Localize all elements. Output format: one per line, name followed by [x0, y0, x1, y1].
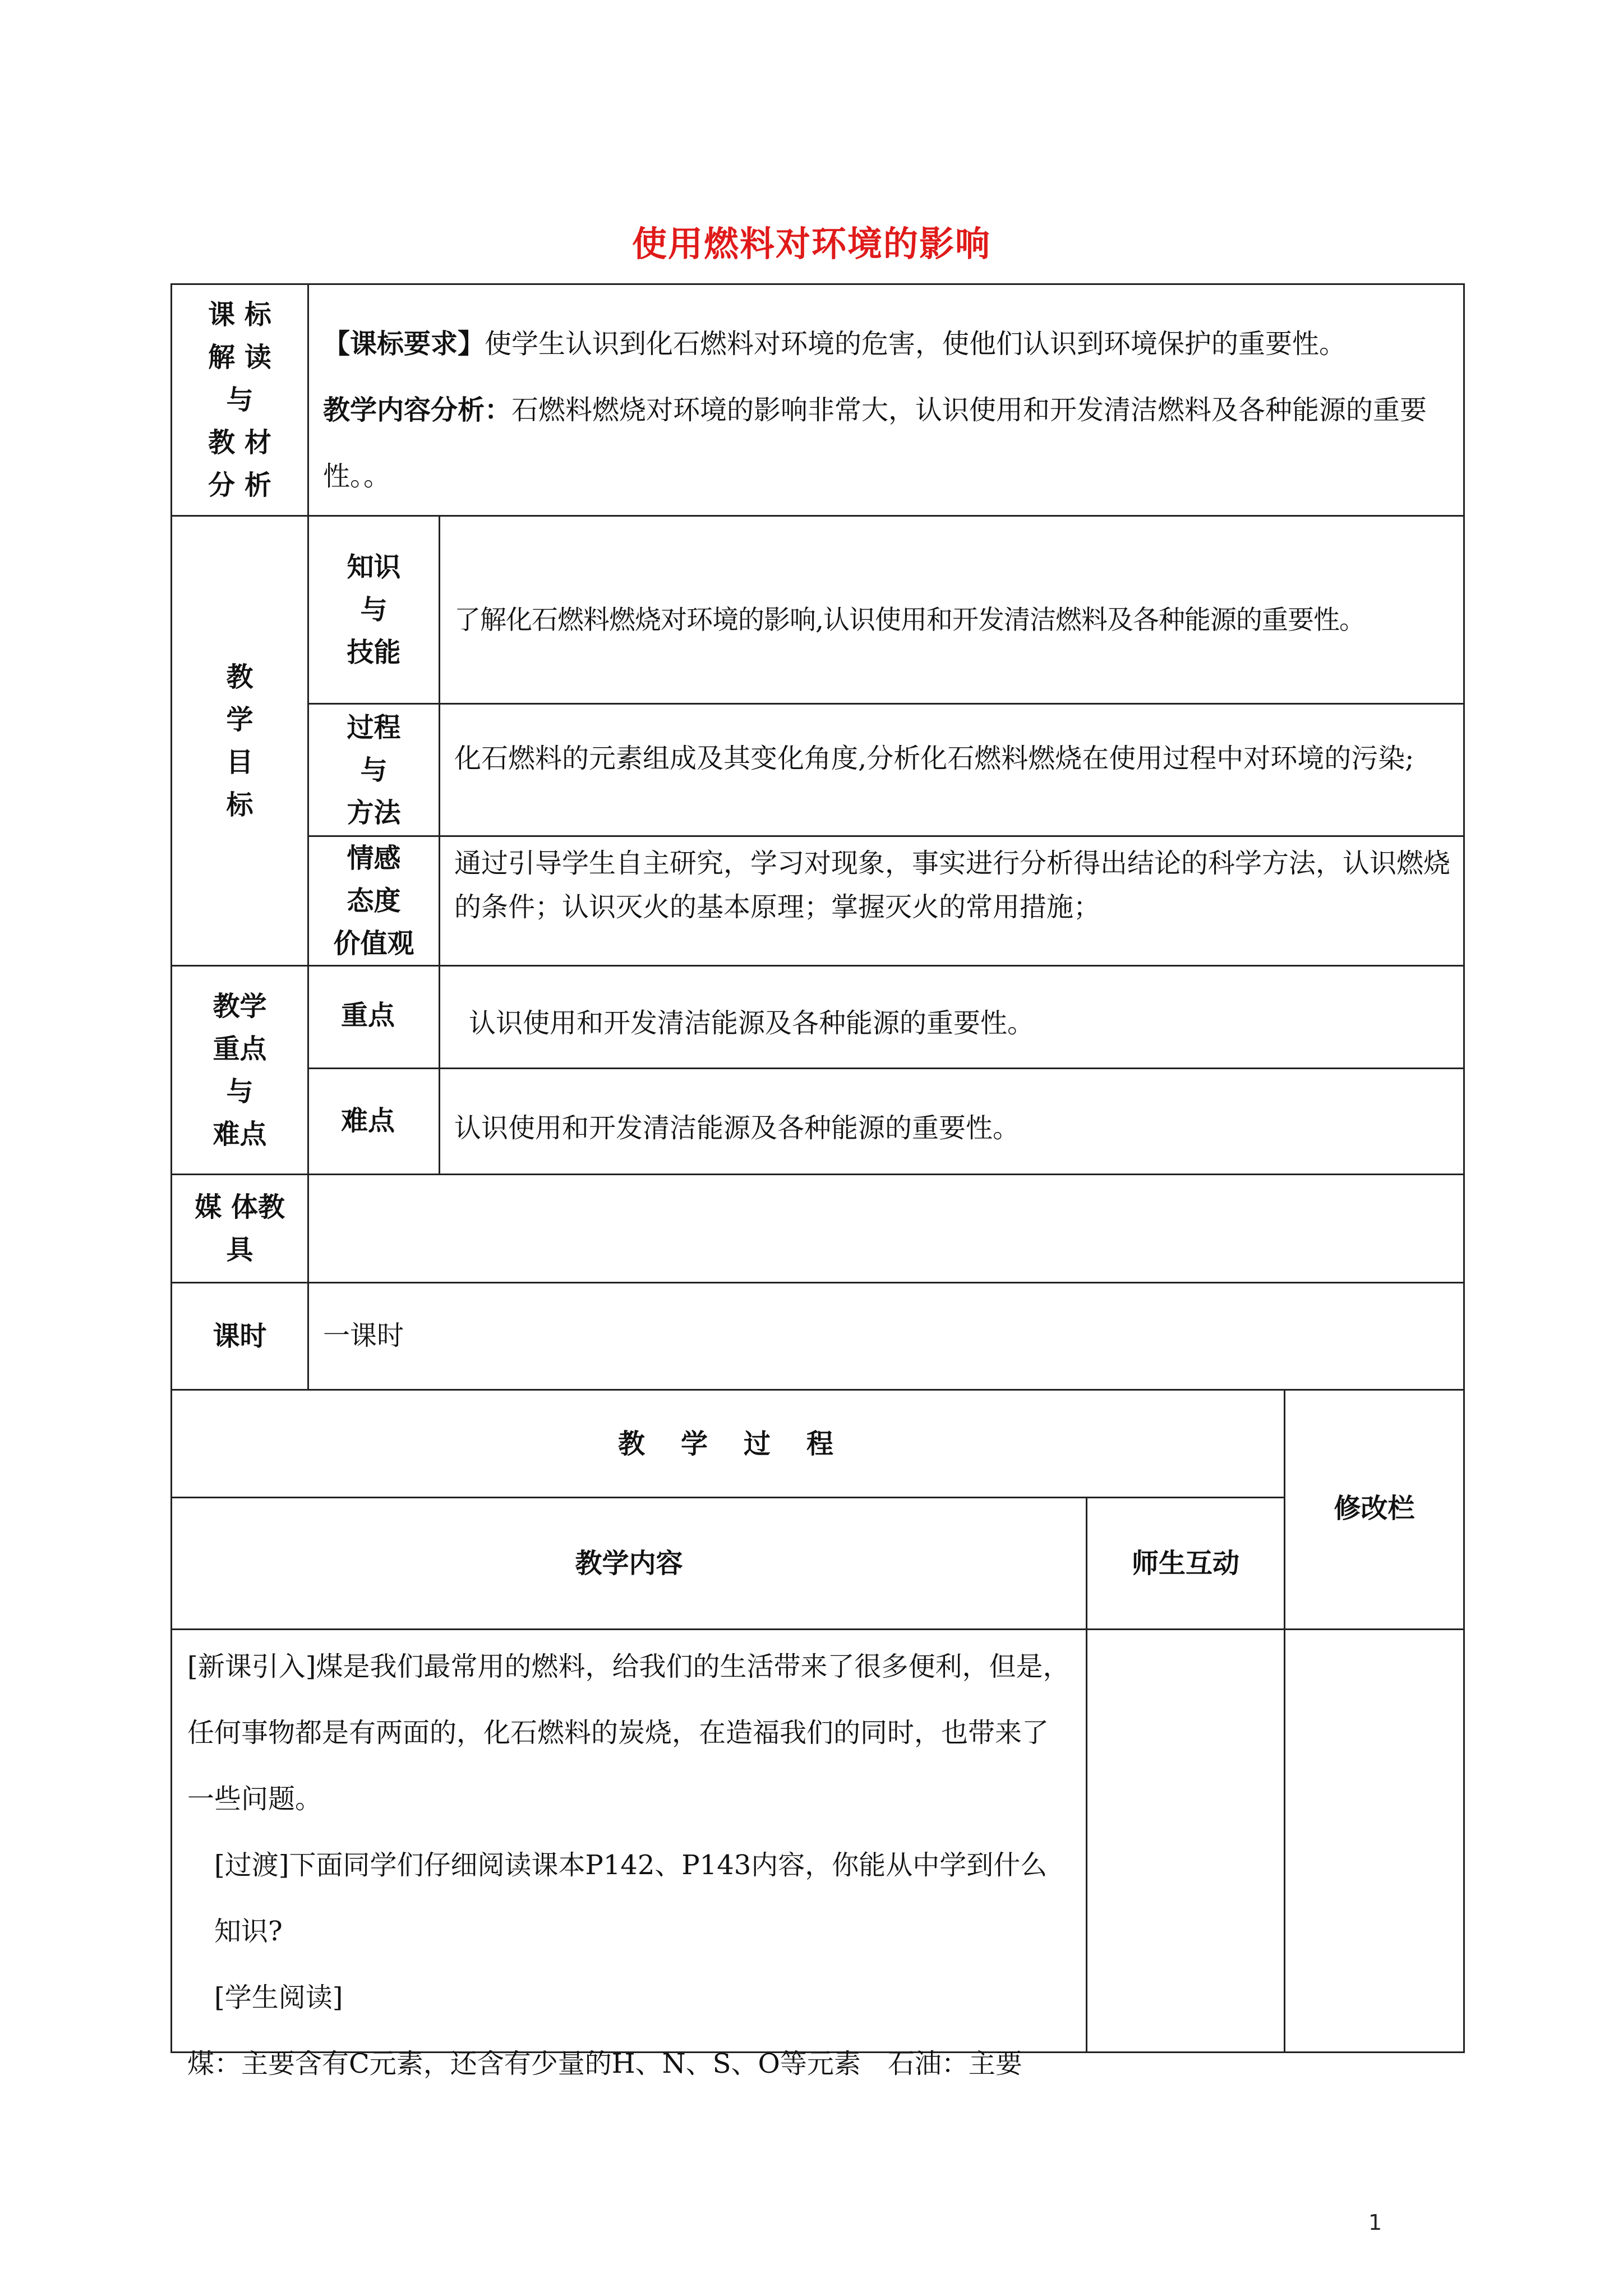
goal-attitude-text: 通过引导学生自主研究，学习对现象，事实进行分析得出结论的科学方法，认识燃烧的条件；认识灭火的基本原理；掌握灭火的常用措施； [454, 848, 1451, 923]
difficulty-label: 难点 [340, 1105, 395, 1137]
goal-attitude-label: 情感 态度 价值观 [333, 843, 414, 959]
goal-knowledge-text: 了解化石燃料燃烧对环境的影响,认识使用和开发清洁燃料及各种能源的重要性。 [454, 605, 1365, 636]
requirement-text: 使学生认识到化石燃料对环境的危害，使他们认识到环境保护的重要性。 [485, 328, 1347, 360]
key-points-label: 教学 重点 与 难点 [213, 990, 267, 1150]
page-title: 使用燃料对环境的影响 [631, 223, 991, 264]
interaction-header: 师生互动 [1131, 1548, 1239, 1579]
goal-process-label: 过程 与 方法 [347, 711, 401, 829]
content-header: 教学内容 [575, 1548, 683, 1579]
hours-text: 一课时 [323, 1320, 404, 1351]
media-label: 媒 体教 具 [195, 1191, 285, 1266]
page-number: 1 [1368, 2210, 1382, 2235]
goal-process-text: 化石燃料的元素组成及其变化角度,分析化石燃料燃烧在使用过程中对环境的污染; [454, 743, 1414, 774]
curriculum-requirement [323, 311, 1450, 377]
paragraph-intro: [新课引入]煤是我们最常用的燃料，给我们的生活带来了很多便利，但是，任何事物都是有两面的，化石燃料的炭烧，在造福我们的同时，也带来了一些问题。 [187, 1651, 1070, 1815]
analysis-text: 石燃料燃烧对环境的影响非常大，认识使用和开发清洁燃料及各种能源的重要性。。 [323, 394, 1427, 492]
paragraph-coal: 煤：主要含有C元素，还含有少量的H、N、S、O等元素 石油：主要 [187, 2048, 1022, 2079]
paragraph-reading: [学生阅读] [214, 1982, 343, 2013]
paragraph-transition: [过渡]下面同学们仔细阅读课本P142、P143内容，你能从中学到什么知识? [214, 1849, 1048, 1947]
hours-label: 课时 [213, 1320, 267, 1352]
focus-text: 认识使用和开发清洁能源及各种能源的重要性。 [469, 1007, 1035, 1039]
revision-header: 修改栏 [1334, 1493, 1415, 1524]
process-header: 教 学 过 程 [617, 1428, 838, 1460]
analysis-label: 教学内容分析： [323, 394, 512, 426]
curriculum-content [323, 311, 1450, 509]
goals-label: 教 学 目 标 [226, 661, 253, 821]
content-analysis [323, 377, 1450, 509]
focus-label: 重点 [340, 1000, 395, 1031]
requirement-label: 【课标要求】 [323, 328, 485, 360]
curriculum-label: 课 标 解 读 与 教 材 分 析 [208, 299, 271, 501]
process-content [187, 1634, 1073, 2079]
difficulty-text: 认识使用和开发清洁能源及各种能源的重要性。 [454, 1112, 1020, 1144]
goal-knowledge-label: 知识 与 技能 [347, 551, 401, 668]
